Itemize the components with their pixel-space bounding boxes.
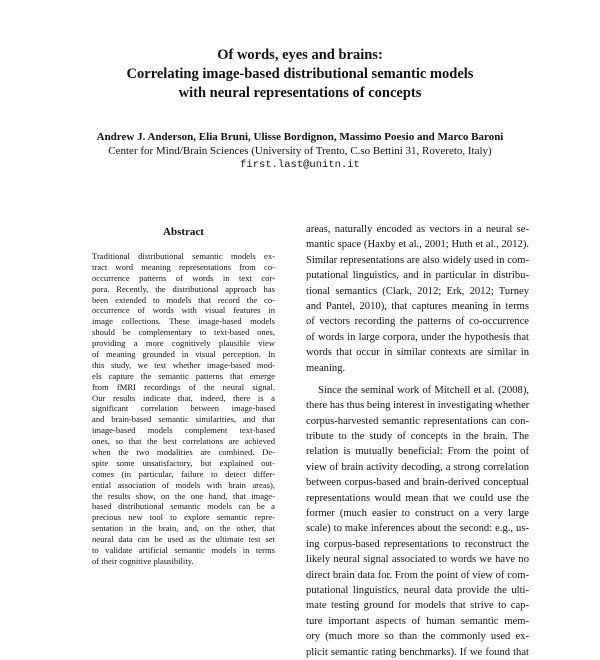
text-line: between corpus-based and brain-derived conceptual: [306, 477, 529, 489]
text-line: of meaning grounded in visual perception. In: [92, 349, 275, 360]
text-line: been extended to models that record the co-: [92, 294, 275, 305]
text-line: and Pantel, 2010), that captures meaning in terms: [306, 300, 529, 312]
text-line: sentation in the brain, and, on the other, that: [92, 523, 275, 534]
body-paragraph: [306, 383, 529, 660]
author-block: [0, 130, 600, 172]
text-line: tract word meaning representations from co-: [92, 261, 275, 272]
text-line: words that occur in similar contexts are similar in: [306, 347, 529, 359]
text-line: neural data can be used as the ultimate test set: [92, 534, 275, 545]
abstract-body: [92, 251, 275, 567]
body-paragraph: [306, 222, 529, 376]
text-line: ory (much more so than the commonly used ex-: [306, 631, 529, 643]
text-line: ones, so that the best correlations are achieved: [92, 436, 275, 447]
text-line: there has thus being interest in investigating whether: [306, 400, 530, 412]
text-line: direct brain data for. From the point of view of com-: [306, 569, 529, 581]
affiliation: Center for Mind/Brain Sciences (University of Trento, C.so Bettini 31, Rovereto, Italy): [108, 145, 492, 157]
text-line: pora. Recently, the distributional approach has: [92, 283, 275, 294]
paragraph-gap: [306, 376, 529, 383]
text-line: of vectors recording the patterns of co-occurrence: [306, 316, 529, 328]
text-line: Traditional distributional semantic models ex-: [92, 251, 275, 261]
text-line: comes (in particular, failure to detect differ-: [92, 468, 275, 479]
paper-title: [0, 46, 600, 103]
text-line: of words in large corpora, under the hypothesis that: [306, 331, 529, 343]
text-line: based distributional semantic models can be a: [92, 501, 275, 512]
text-line: occurrence patterns of words in text cor-: [92, 272, 275, 283]
text-line: areas, naturally encoded as vectors in a neural se-: [306, 224, 529, 235]
text-line: Similar representations are also widely used in com-: [306, 254, 529, 266]
text-line: plicit semantic rating benchmarks). If we found that: [306, 646, 529, 658]
text-line: putational linguistics, neural data provide the ulti-: [306, 584, 529, 596]
text-line: tional semantics (Clark, 2012; Erk, 2012; Turney: [306, 285, 529, 297]
text-line: meaning.: [306, 362, 346, 374]
text-line: putational linguistics, and in particular in distribu-: [306, 270, 529, 282]
text-line: likely neural signal associated to words we have no: [306, 554, 529, 566]
title-line: with neural representations of concepts: [178, 85, 422, 101]
text-line: ture important aspects of human semantic mem-: [306, 615, 529, 627]
author-email: first.last@unitn.it: [240, 159, 360, 171]
text-line: significant correlation between image-based: [92, 403, 275, 414]
text-line: providing a more cognitively plausible view: [92, 338, 275, 349]
title-line: Of words, eyes and brains:: [217, 47, 383, 63]
text-line: should be complementary to text-based ones,: [92, 327, 275, 338]
title-line: Correlating image-based distributional semantic models: [126, 66, 474, 82]
author-names: Andrew J. Anderson, Elia Bruni, Ulisse Bordignon, Massimo Poesio and Marco Baroni: [96, 131, 504, 143]
text-line: tribute to the study of concepts in the brain. The: [306, 431, 529, 443]
text-line: image collections. These image-based models: [92, 316, 275, 327]
text-line: of their cognitive plausibility.: [92, 555, 194, 566]
text-line: relation is mutually beneficial: From the point of: [306, 446, 529, 458]
text-line: corpus-harvested semantic representations can con-: [306, 415, 529, 427]
text-line: Since the seminal work of Mitchell et al. (2008),: [318, 384, 529, 396]
abstract-heading: Abstract: [163, 226, 204, 238]
text-line: view of brain activity decoding, a strong correlation: [306, 461, 529, 473]
text-line: the results show, on the one hand, that image-: [92, 490, 275, 501]
text-line: former (much easier to construct on a very large: [306, 508, 529, 520]
text-line: els capture the semantic patterns that emerge: [92, 370, 275, 381]
text-line: mate testing ground for models that strive to cap-: [306, 600, 529, 612]
text-line: when the two modalities are combined. De-: [92, 447, 275, 458]
text-line: scale) to make inferences about the second: e.g., us-: [306, 523, 529, 535]
text-line: and brain-based semantic similarities, and that: [92, 414, 275, 425]
text-line: image-based models complement text-based: [92, 425, 275, 436]
text-line: spite some unsatisfactory, but explained out-: [92, 457, 275, 468]
text-line: ential association of models with brain areas),: [92, 479, 275, 490]
text-line: precious new tool to explore semantic repre-: [92, 512, 275, 523]
right-column-body: [306, 222, 529, 660]
text-line: to validate artificial semantic models in terms: [92, 545, 275, 556]
text-line: representations would mean that we could use the: [306, 492, 529, 504]
text-line: this study, we test whether image-based mod-: [92, 359, 275, 370]
text-line: mantic space (Haxby et al., 2001; Huth et al., 2012).: [306, 239, 529, 251]
text-line: occurrence of words with visual features in: [92, 305, 275, 316]
text-line: from fMRI recordings of the neural signal.: [92, 381, 275, 392]
text-line: Our results indicate that, indeed, there is a: [92, 392, 275, 403]
text-line: ing corpus-based representations to reconstruct the: [306, 538, 529, 550]
